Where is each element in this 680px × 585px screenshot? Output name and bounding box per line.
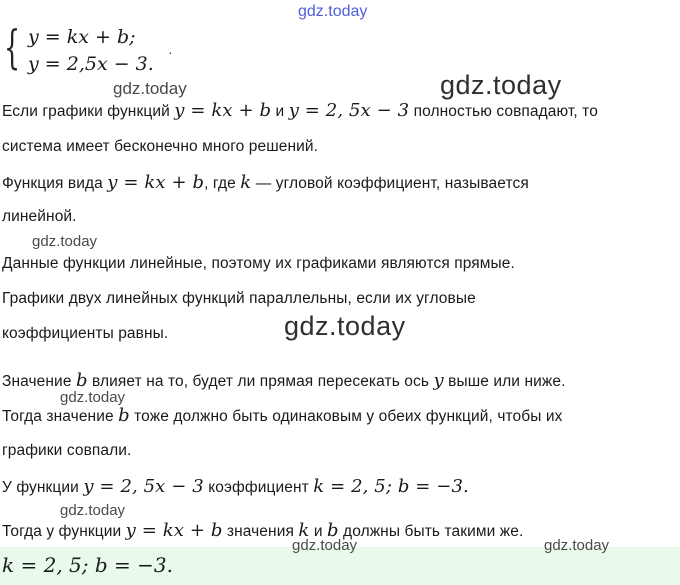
watermark: gdz.today — [60, 389, 126, 406]
text-span: влияет на то, будет ли прямая пересекать ось — [92, 373, 430, 390]
formula: k — [298, 520, 310, 541]
text-span: значения — [226, 523, 294, 540]
answer-formula: k = 2, 5; b = −3. — [2, 553, 173, 577]
stray-dot: · — [168, 44, 173, 60]
system-equation-2 — [28, 53, 154, 75]
formula: y — [433, 370, 444, 391]
watermark: gdz.today — [113, 79, 187, 98]
formula: y = kx + b — [174, 100, 272, 121]
watermark: gdz.today — [544, 537, 610, 554]
watermark-large: gdz.today — [440, 70, 562, 100]
text-span: У функции — [2, 479, 79, 496]
paragraph-2-line-2: линейной. — [2, 208, 77, 225]
text-span: полностью совпадают, то — [413, 103, 598, 120]
text-span: выше или ниже. — [448, 373, 566, 390]
paragraph-2-line-1 — [2, 172, 529, 193]
equation-system — [4, 20, 184, 78]
text-span: тоже должно быть одинаковым у обеих функций, чтобы их — [134, 408, 563, 425]
paragraph-6-line-2: графики совпали. — [2, 442, 132, 459]
eq2-rhs: = 2,5x − 3. — [44, 53, 154, 75]
eq1-rhs: = kx + b; — [44, 26, 136, 48]
paragraph-1-line-2: система имеет бесконечно много решений. — [2, 138, 319, 155]
formula: b — [118, 405, 130, 426]
formula: y = 2, 5x − 3 — [288, 100, 410, 121]
text-span: Функция вида — [2, 175, 103, 192]
formula: y = kx + b — [125, 520, 223, 541]
paragraph-3: Данные функции линейные, поэтому их графиками являются прямые. — [2, 255, 515, 272]
text-span: должны быть такими же. — [343, 523, 524, 540]
eq1-lhs: y — [28, 26, 39, 48]
watermark: gdz.today — [60, 502, 126, 519]
formula: y = kx + b — [107, 172, 205, 193]
watermark-top: gdz.today — [298, 3, 368, 20]
formula: k — [240, 172, 252, 193]
paragraph-7 — [2, 476, 469, 497]
paragraph-6-line-1 — [2, 405, 562, 426]
brace-symbol: { — [4, 20, 21, 74]
paragraph-5 — [2, 370, 566, 391]
paragraph-4-line-1: Графики двух линейных функций параллельны, если их угловые — [2, 290, 476, 307]
paragraph-4-line-2: коэффициенты равны. — [2, 325, 169, 342]
system-equation-1 — [28, 26, 136, 48]
text-span: и — [275, 103, 285, 120]
text-span: , где — [204, 175, 236, 192]
watermark: gdz.today — [32, 233, 98, 250]
text-span: Значение — [2, 373, 72, 390]
text-span: Тогда значение — [2, 408, 114, 425]
formula: k = 2, 5; b = −3. — [313, 476, 469, 497]
text-span: — угловой коэффициент, называется — [255, 175, 529, 192]
text-span: Тогда у функции — [2, 523, 122, 540]
formula: y = 2, 5x − 3 — [83, 476, 204, 497]
formula: b — [327, 520, 339, 541]
paragraph-8 — [2, 520, 523, 541]
text-span: и — [313, 523, 323, 540]
formula: b — [75, 370, 88, 391]
eq2-lhs: y — [28, 53, 39, 75]
text-span: Если графики функций — [2, 103, 170, 120]
watermark: gdz.today — [292, 537, 358, 554]
watermark-large: gdz.today — [284, 311, 406, 341]
paragraph-1-line-1 — [2, 100, 598, 121]
text-span: коэффициент — [208, 479, 309, 496]
